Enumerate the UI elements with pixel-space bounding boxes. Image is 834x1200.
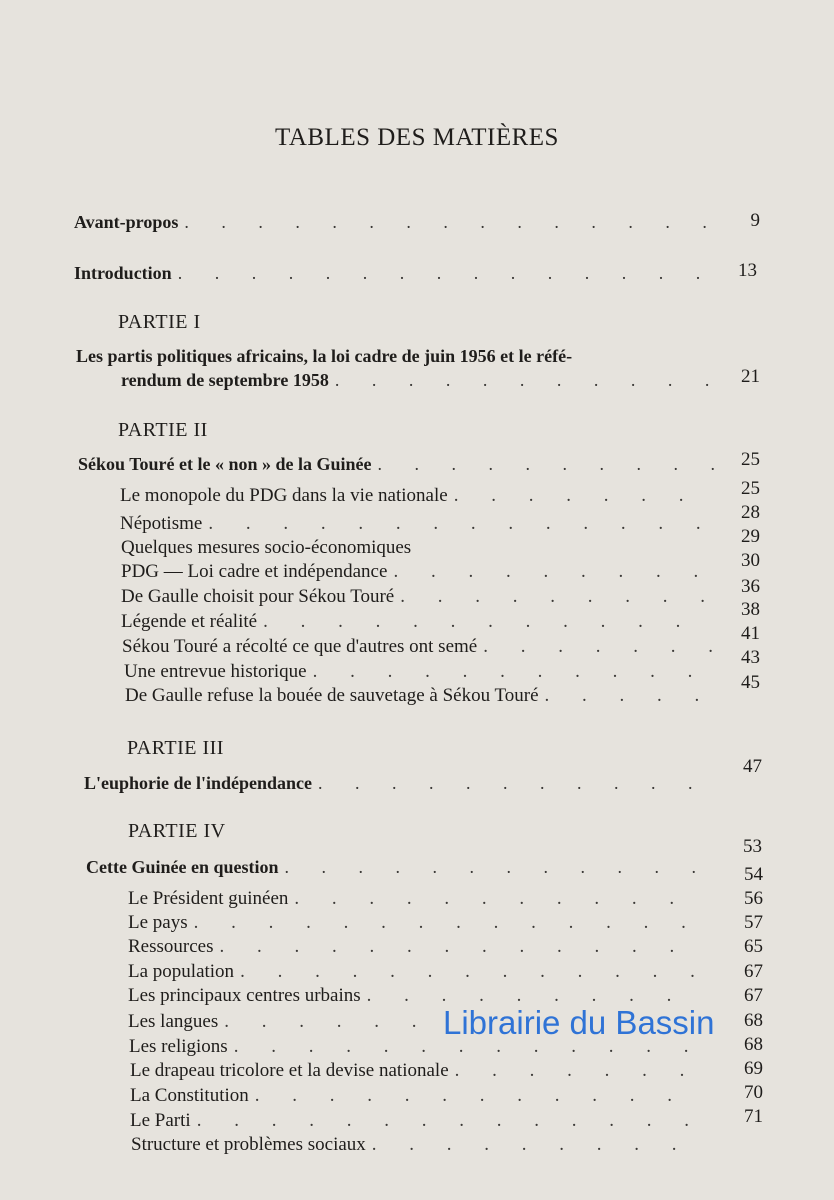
dot-leader bbox=[184, 212, 710, 233]
page-number: 29 bbox=[741, 526, 760, 547]
part-heading-3: PARTIE III bbox=[127, 737, 224, 759]
dot-leader bbox=[178, 263, 710, 284]
page-number: 30 bbox=[741, 550, 760, 571]
dot-leader bbox=[483, 636, 712, 658]
toc-subentry-label: Les religions bbox=[129, 1036, 228, 1057]
dot-leader bbox=[400, 586, 711, 608]
page-number: 71 bbox=[744, 1106, 763, 1127]
toc-subentry-label: Structure et problèmes sociaux bbox=[131, 1134, 366, 1155]
page-number: 41 bbox=[741, 623, 760, 644]
dot-leader bbox=[455, 1060, 705, 1082]
toc-subentry-label: Légende et réalité bbox=[121, 611, 258, 632]
dot-leader bbox=[545, 685, 705, 707]
page-number: 43 bbox=[741, 647, 760, 668]
toc-subentry-label: De Gaulle refuse la bouée de sauvetage à Sékou Touré bbox=[125, 685, 539, 706]
toc-entry-cette bbox=[86, 857, 706, 878]
page-number: 57 bbox=[744, 912, 763, 933]
toc-subentry bbox=[128, 1011, 438, 1033]
page-number: 36 bbox=[741, 576, 760, 597]
page-number: 47 bbox=[743, 756, 762, 777]
toc-subentry bbox=[131, 1134, 706, 1156]
toc-entry-euphorie bbox=[84, 773, 704, 794]
page-number: 56 bbox=[744, 888, 763, 909]
toc-entry-avant-propos bbox=[74, 212, 710, 233]
toc-subentry bbox=[130, 1110, 705, 1132]
page-number: 13 bbox=[738, 260, 757, 281]
toc-subentry bbox=[128, 936, 703, 958]
page-number: 68 bbox=[744, 1010, 763, 1031]
page-number: 54 bbox=[744, 864, 763, 885]
part-heading-2: PARTIE II bbox=[118, 419, 208, 441]
page-number: 25 bbox=[741, 478, 760, 499]
toc-subentry bbox=[120, 485, 710, 507]
toc-subentry bbox=[130, 1060, 705, 1082]
toc-entry-label: Introduction bbox=[74, 263, 172, 283]
toc-subentry bbox=[128, 888, 703, 910]
toc-subentry-label: Le pays bbox=[128, 912, 188, 933]
toc-entry-introduction bbox=[74, 263, 710, 284]
toc-subentry bbox=[120, 513, 710, 535]
toc-subentry-label: Une entrevue historique bbox=[124, 661, 307, 682]
toc-subentry bbox=[125, 685, 705, 707]
dot-leader bbox=[313, 661, 714, 683]
toc-entry-partis-line1: Les partis politiques africains, la loi cadre de juin 1956 et le réfé- bbox=[76, 346, 573, 366]
dot-leader bbox=[454, 485, 710, 507]
page-number: 38 bbox=[741, 599, 760, 620]
toc-entry-partis bbox=[121, 370, 713, 391]
toc-entry-label: rendum de septembre 1958 bbox=[121, 370, 329, 390]
toc-entry-label: Cette Guinée en question bbox=[86, 857, 279, 877]
part-heading-1: PARTIE I bbox=[118, 311, 201, 333]
dot-leader bbox=[208, 513, 710, 535]
toc-subentry-label: Le drapeau tricolore et la devise nationale bbox=[130, 1060, 449, 1081]
toc-subentry-label: Le monopole du PDG dans la vie nationale bbox=[120, 485, 448, 506]
toc-subentry bbox=[121, 561, 711, 583]
dot-leader bbox=[372, 1134, 706, 1156]
toc-subentry bbox=[122, 636, 712, 658]
page-number: 69 bbox=[744, 1058, 763, 1079]
toc-subentry bbox=[130, 1085, 705, 1107]
toc-subentry-label: Ressources bbox=[128, 936, 214, 957]
dot-leader bbox=[393, 561, 711, 583]
dot-leader bbox=[219, 936, 703, 958]
toc-subentry bbox=[121, 537, 711, 559]
toc-subentry-label: Népotisme bbox=[120, 513, 203, 534]
toc-subentry-label: De Gaulle choisit pour Sékou Touré bbox=[121, 586, 395, 607]
toc-entry-label: L'euphorie de l'indépendance bbox=[84, 773, 313, 793]
dot-leader bbox=[294, 888, 703, 910]
toc-subentry-label: Les principaux centres urbains bbox=[128, 985, 361, 1006]
page-number: 9 bbox=[750, 210, 760, 231]
toc-subentry-label: Sékou Touré a récolté ce que d'autres ont semé bbox=[122, 636, 478, 657]
dot-leader bbox=[378, 454, 714, 475]
page-number: 65 bbox=[744, 936, 763, 957]
toc-subentry bbox=[121, 611, 711, 633]
page-number: 67 bbox=[744, 961, 763, 982]
watermark: Librairie du Bassin bbox=[443, 1004, 715, 1041]
toc-entry-label: Sékou Touré et le « non » de la Guinée bbox=[78, 454, 372, 474]
toc-subentry bbox=[124, 661, 714, 683]
toc-subentry-label: La population bbox=[128, 961, 235, 982]
dot-leader bbox=[255, 1085, 705, 1107]
toc-subentry-label: Quelques mesures socio-économiques bbox=[121, 537, 412, 558]
page-number: 45 bbox=[741, 672, 760, 693]
dot-leader bbox=[197, 1110, 705, 1132]
dot-leader bbox=[285, 857, 707, 878]
page-number: 68 bbox=[744, 1034, 763, 1055]
toc-subentry-label: Le Président guinéen bbox=[128, 888, 289, 909]
page-number: 21 bbox=[741, 366, 760, 387]
toc-subentry-label: PDG — Loi cadre et indépendance bbox=[121, 561, 388, 582]
toc-subentry bbox=[128, 961, 703, 983]
toc-subentry-label: La Constitution bbox=[130, 1085, 249, 1106]
page-number: 70 bbox=[744, 1082, 763, 1103]
part-heading-4: PARTIE IV bbox=[128, 820, 226, 842]
dot-leader bbox=[263, 611, 711, 633]
page-title: TABLES DES MATIÈRES bbox=[275, 124, 559, 151]
page-number: 53 bbox=[743, 836, 762, 857]
toc-entry-sekou bbox=[78, 454, 714, 475]
toc-subentry bbox=[128, 912, 703, 934]
toc-subentry-label: Le Parti bbox=[130, 1110, 191, 1131]
page-number: 67 bbox=[744, 985, 763, 1006]
toc-subentry bbox=[121, 586, 711, 608]
page-number: 28 bbox=[741, 502, 760, 523]
toc-subentry-label: Les langues bbox=[128, 1011, 219, 1032]
toc-entry-label: Avant-propos bbox=[74, 212, 179, 232]
dot-leader bbox=[335, 370, 713, 391]
dot-leader bbox=[224, 1011, 438, 1033]
page-number: 25 bbox=[741, 449, 760, 470]
dot-leader bbox=[240, 961, 703, 983]
dot-leader bbox=[194, 912, 703, 934]
dot-leader bbox=[318, 773, 704, 794]
